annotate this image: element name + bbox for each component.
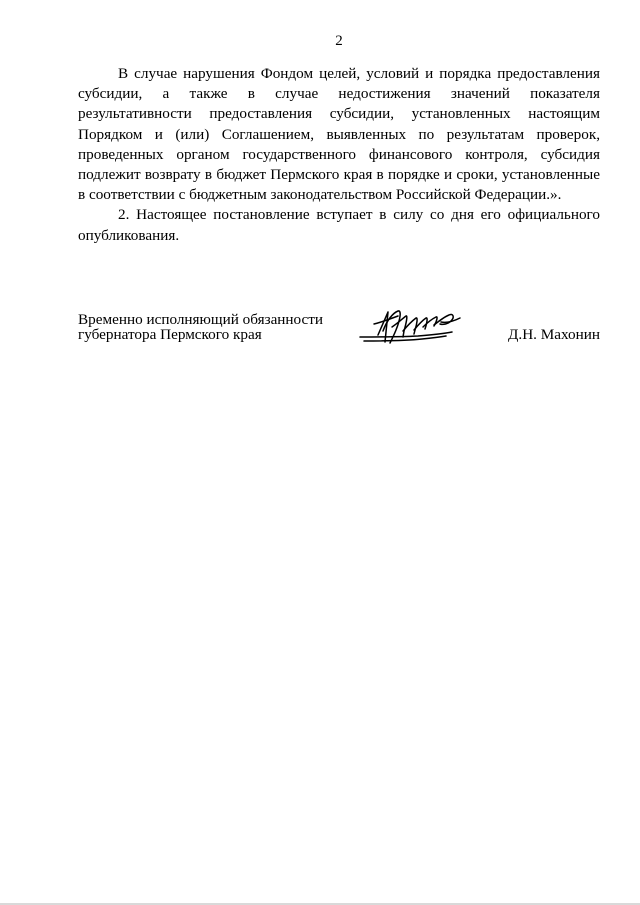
document-body: [78, 64, 600, 246]
paragraph-subsidy-return: В случае нарушения Фондом целей, условий и порядка предоставления субсидии, а также в случае недостижения значений показателя результативности предоставления субсидии, установленных настоящим Порядком и (или) Соглашением, выявленных по результатам проверок, проведенных органом государственного финансового контроля, субсидия подлежит возврату в бюджет Пермского края в порядке и сроки, установленные в соответствии с бюджетным законодательством Российской Федерации.».: [78, 65, 600, 204]
page-number: 2: [335, 33, 343, 49]
position-line-1: Временно исполняющий обязанности: [78, 311, 324, 328]
signer-name: Д.Н. Махонин: [508, 326, 600, 343]
position-line-2: губернатора Пермского края: [78, 326, 262, 343]
signatory-position: [78, 312, 323, 342]
signature-block: [78, 312, 600, 362]
paragraph-effective-date: 2. Настоящее постановление вступает в силу со дня его официального опубликования.: [78, 206, 600, 244]
handwritten-signature: [356, 304, 466, 354]
